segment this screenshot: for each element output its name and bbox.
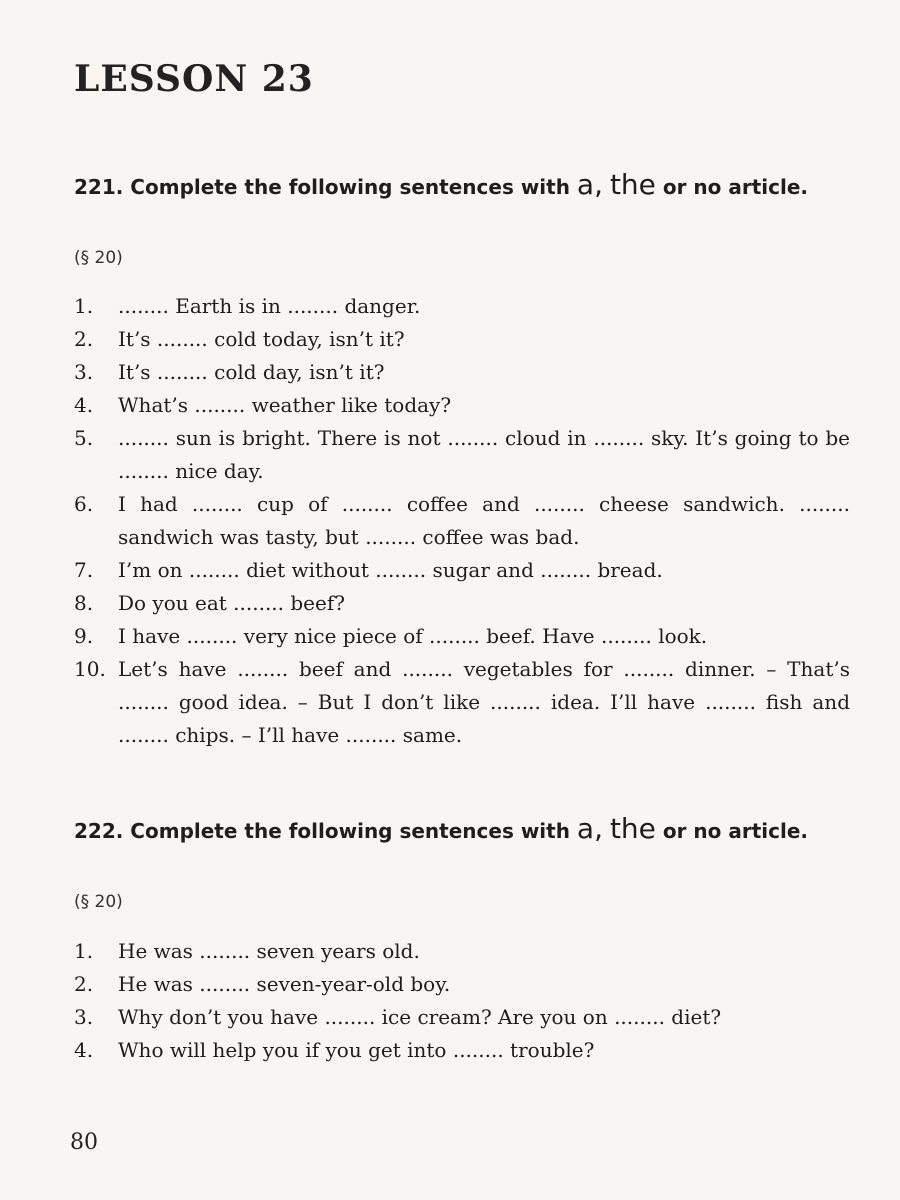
list-item [74, 290, 850, 323]
list-item [74, 968, 850, 1001]
page-number: 80 [70, 1130, 98, 1155]
item-number: 6. [74, 492, 94, 516]
item-text: It’s ........ cold day, isn’t it? [118, 360, 385, 384]
exercise-heading-text: 222. Complete the following sentences with [74, 819, 577, 843]
item-text: I had ........ cup of ........ coffee and ........ cheese sandwich. ........ sandwich was tasty, but ........ coffee was bad. [118, 492, 850, 549]
item-text: He was ........ seven years old. [118, 939, 420, 963]
article-the: the [609, 812, 656, 845]
article-a: a, [576, 168, 603, 201]
item-text: ........ Earth is in ........ danger. [118, 294, 421, 318]
item-number: 7. [74, 558, 94, 582]
item-text: Do you eat ........ beef? [118, 591, 345, 615]
item-number: 4. [74, 1038, 94, 1062]
item-number: 4. [74, 393, 94, 417]
article-a: a, [576, 812, 603, 845]
list-item [74, 323, 850, 356]
item-number: 5. [74, 426, 94, 450]
item-text: ........ sun is bright. There is not ........ cloud in ........ sky. It’s going to be ........ nice day. [118, 426, 850, 483]
item-text: What’s ........ weather like today? [118, 393, 452, 417]
exercise-heading-text: or no article. [655, 175, 809, 199]
item-number: 3. [74, 1005, 94, 1029]
article-the: the [609, 168, 656, 201]
exercise-221-heading [74, 168, 864, 204]
exercise-221-items [74, 290, 850, 752]
list-item [74, 935, 850, 968]
lesson-title: LESSON 23 [74, 58, 314, 100]
item-number: 9. [74, 624, 94, 648]
list-item [74, 1001, 850, 1034]
item-number: 2. [74, 972, 94, 996]
item-text: Why don’t you have ........ ice cream? Are you on ........ diet? [118, 1005, 722, 1029]
list-item [74, 356, 850, 389]
item-text: He was ........ seven-year-old boy. [118, 972, 451, 996]
list-item [74, 488, 850, 554]
exercise-221-reference: (§ 20) [74, 248, 123, 268]
list-item [74, 1034, 850, 1067]
item-number: 3. [74, 360, 94, 384]
item-number: 8. [74, 591, 94, 615]
item-text: I have ........ very nice piece of ........ beef. Have ........ look. [118, 624, 708, 648]
item-number: 1. [74, 939, 94, 963]
item-number: 1. [74, 294, 94, 318]
exercise-222-reference: (§ 20) [74, 892, 123, 912]
item-number: 10. [74, 657, 106, 681]
item-text: I’m on ........ diet without ........ sugar and ........ bread. [118, 558, 663, 582]
list-item [74, 653, 850, 752]
list-item [74, 620, 850, 653]
list-item [74, 554, 850, 587]
list-item [74, 389, 850, 422]
exercise-heading-text: or no article. [655, 819, 809, 843]
item-text: It’s ........ cold today, isn’t it? [118, 327, 405, 351]
list-item [74, 587, 850, 620]
item-text: Let’s have ........ beef and ........ vegetables for ........ dinner. – That’s ........ good idea. – But I don’t like ........ idea. I’ll have ........ fish and ........ chips. – I’ll have ........ same. [118, 657, 850, 747]
item-text: Who will help you if you get into ........ trouble? [118, 1038, 595, 1062]
list-item [74, 422, 850, 488]
exercise-222-heading [74, 812, 864, 848]
exercise-heading-text: 221. Complete the following sentences with [74, 175, 577, 199]
exercise-222-items [74, 935, 850, 1067]
item-number: 2. [74, 327, 94, 351]
